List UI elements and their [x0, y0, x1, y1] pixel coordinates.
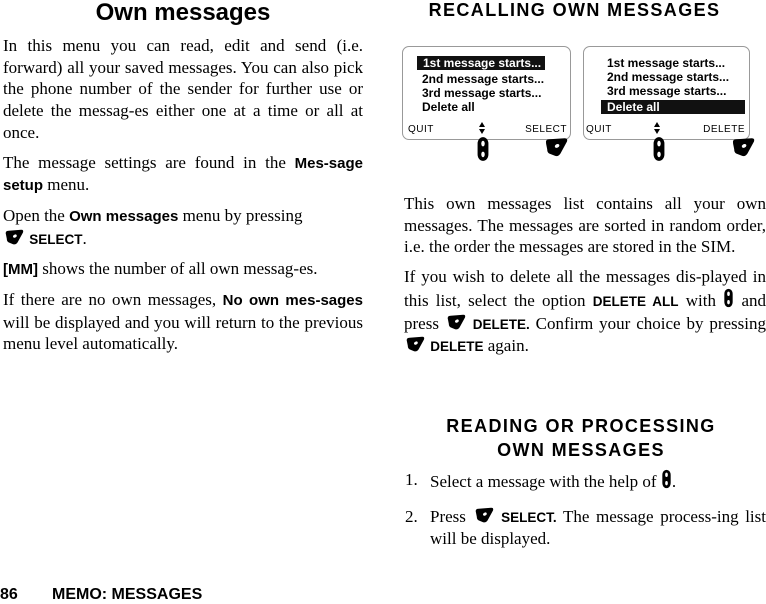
settings-text-before: The message settings are found in the [3, 152, 295, 172]
own-messages-keyword: Own messages [69, 207, 179, 225]
softkey-select-icon [445, 313, 467, 331]
open-text-before: Open the [3, 205, 70, 225]
page-number: 86 [0, 586, 18, 603]
recalling-heading: RECALLING OWN MESSAGES [428, 0, 721, 20]
no-own-messages-keyword: No own mes-sages [222, 292, 363, 310]
empty-text-after: will be displayed and you will return to the previous menu level automatically. [3, 312, 363, 354]
scroll-key-icon [476, 136, 490, 162]
left-column [3, 0, 363, 363]
reading-heading [405, 414, 757, 462]
screen1-line-3: 3rd message starts... [422, 86, 542, 100]
delete-keyword: DELETE. [472, 316, 530, 332]
delete-text-after: again. [483, 336, 529, 356]
delete-all-keyword: DELETE ALL [592, 293, 679, 309]
screen2-quit-label: QUIT [586, 124, 612, 135]
intro-paragraph: In this menu you can read, edit and send (i.e. forward) all your saved messages. You can also pick the phone number of the sender for further use or delete the messag-es either one at a time or all at once. [3, 36, 363, 142]
delete-text-with: with [678, 290, 724, 310]
scroll-key-icon [661, 469, 672, 489]
screen2-line-2: 2nd message starts... [607, 70, 730, 84]
delete-text-and: and press [404, 290, 766, 333]
right-column [403, 0, 766, 20]
reading-heading-line-2: OWN MESSAGES [497, 440, 665, 460]
delete-all-paragraph [404, 266, 766, 358]
count-paragraph [3, 258, 363, 281]
screen1-line-1: 1st message starts... [417, 56, 545, 70]
steps-list [403, 469, 766, 550]
updown-arrows-icon [654, 122, 660, 134]
settings-paragraph [3, 152, 363, 197]
delete-text-before: If you wish to delete all the messages dis-played in this list, select the option [404, 267, 766, 310]
step-text: Select a message with the help of [430, 472, 661, 491]
phone-screen-delete [583, 46, 750, 140]
phone-screen-select [402, 46, 571, 140]
select-keyword: SELECT. [501, 509, 557, 525]
scroll-key-icon [723, 288, 734, 308]
softkey-select-icon [542, 136, 570, 158]
screen2-delete-label: DELETE [703, 124, 745, 135]
softkey-select-icon [473, 506, 495, 524]
reading-heading-line-1: READING OR PROCESSING [446, 416, 716, 436]
open-text-after: . [82, 228, 87, 248]
screen1-line-2: 2nd message starts... [422, 72, 545, 86]
settings-text-after: menu. [43, 175, 90, 195]
empty-text-before: If there are no own messages, [3, 290, 223, 310]
steps-list-wrap [403, 469, 766, 563]
scroll-key-icon [652, 136, 666, 162]
select-keyword: SELECT [29, 231, 83, 247]
section-name: MEMO: MESSAGES [52, 586, 203, 603]
list-description-paragraph: This own messages list contains all your own messages. The messages are sorted in random order, i.e. the order the messages are stored in the SIM. [404, 194, 766, 257]
empty-paragraph [3, 289, 363, 355]
screen2-line-1: 1st message starts... [607, 56, 726, 70]
step-text-after: The message process-ing list will be displayed. [430, 506, 766, 549]
right-body [404, 193, 766, 366]
page-footer [0, 586, 202, 604]
mm-keyword: [MM] [3, 261, 38, 279]
message-setup-keyword: Mes-sage setup [3, 154, 363, 195]
open-menu-paragraph [3, 205, 363, 250]
step-number: 1. [405, 470, 418, 489]
screen1-quit-label: QUIT [408, 124, 434, 135]
softkey-select-icon [729, 136, 757, 158]
list-item [403, 469, 766, 493]
screen1-line-4: Delete all [422, 100, 475, 114]
step-text-after: . [671, 472, 677, 491]
count-text: shows the number of all own messag-es. [37, 259, 318, 279]
screen2-line-3: 3rd message starts... [607, 84, 727, 98]
step-number: 2. [405, 506, 418, 526]
step-text: Press [430, 506, 473, 526]
screen2-line-4: Delete all [601, 100, 745, 114]
delete-keyword-again: DELETE [430, 339, 484, 355]
delete-text-confirm: Confirm your choice by pressing [529, 313, 766, 333]
page-title: Own messages [95, 0, 271, 26]
softkey-select-icon [3, 228, 25, 246]
open-text-mid: menu by pressing [178, 205, 303, 225]
softkey-select-icon [404, 335, 426, 353]
screen1-select-label: SELECT [525, 124, 567, 135]
list-item [403, 506, 766, 550]
updown-arrows-icon [479, 122, 485, 134]
